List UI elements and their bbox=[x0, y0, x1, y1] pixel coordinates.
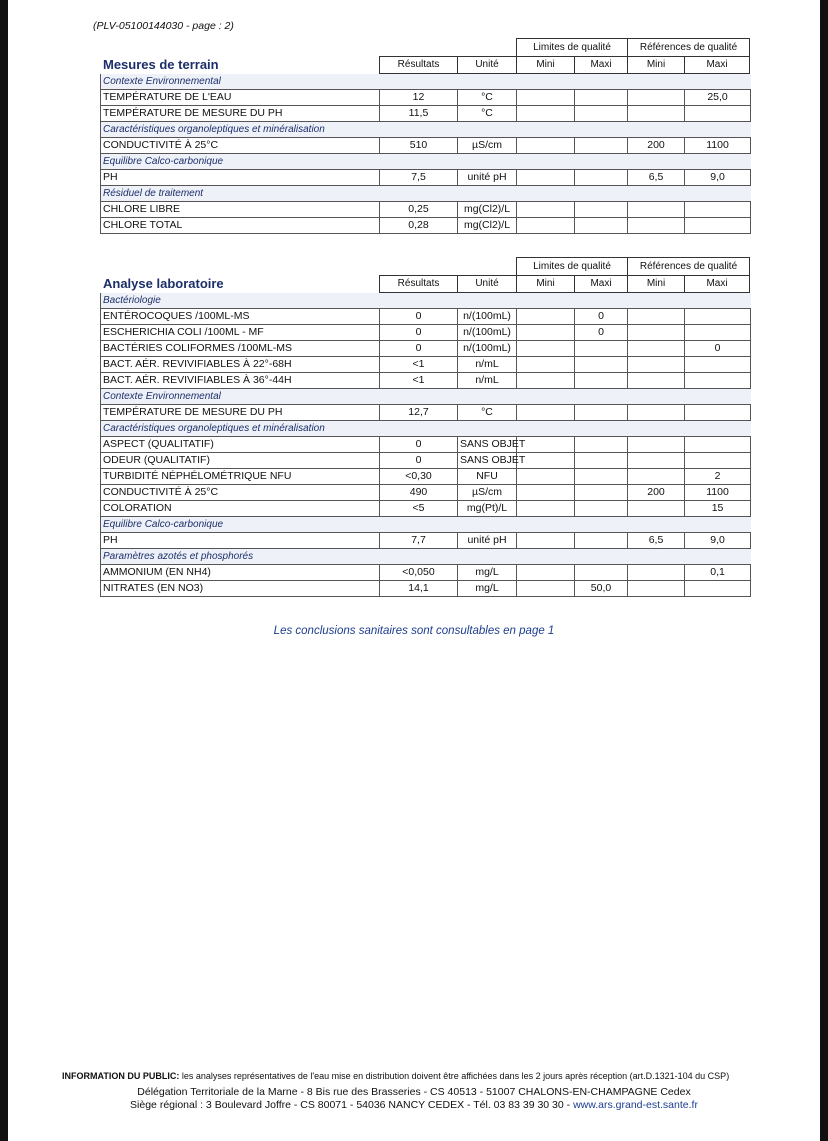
unit-value: unité pH bbox=[458, 170, 517, 186]
unit-value: µS/cm bbox=[458, 485, 517, 501]
result-value: 7,7 bbox=[380, 533, 458, 549]
ref-max-value bbox=[685, 106, 751, 122]
result-value: 510 bbox=[380, 138, 458, 154]
param-name: BACT. AÉR. REVIVIFIABLES À 22°-68H bbox=[101, 357, 380, 373]
unit-value: mg/L bbox=[458, 581, 517, 597]
ref-min-value bbox=[628, 341, 685, 357]
ref-max-value: 2 bbox=[685, 469, 751, 485]
ref-min-value bbox=[628, 501, 685, 517]
limit-min-value bbox=[517, 90, 575, 106]
param-name: CHLORE LIBRE bbox=[101, 202, 380, 218]
result-value: 7,5 bbox=[380, 170, 458, 186]
limit-max-value bbox=[575, 90, 628, 106]
unit-value: µS/cm bbox=[458, 138, 517, 154]
ref-min-header: Mini bbox=[627, 56, 685, 74]
ref-max-value bbox=[685, 405, 751, 421]
refs-group-header: Références de qualité bbox=[627, 257, 750, 276]
ref-min-value bbox=[628, 565, 685, 581]
section-laboratoire bbox=[100, 257, 750, 597]
limit-max-value bbox=[575, 453, 628, 469]
result-value: <0,30 bbox=[380, 469, 458, 485]
ref-min-value bbox=[628, 437, 685, 453]
limit-max-value bbox=[575, 437, 628, 453]
param-name: PH bbox=[101, 170, 380, 186]
param-name: TURBIDITÉ NÉPHÉLOMÉTRIQUE NFU bbox=[101, 469, 380, 485]
limit-min-value bbox=[517, 453, 575, 469]
limit-max-value: 0 bbox=[575, 325, 628, 341]
param-name: ASPECT (QUALITATIF) bbox=[101, 437, 380, 453]
footer-info-label: INFORMATION DU PUBLIC: bbox=[62, 1071, 180, 1081]
result-value: 490 bbox=[380, 485, 458, 501]
param-name: CONDUCTIVITÉ À 25°C bbox=[101, 485, 380, 501]
result-value: <5 bbox=[380, 501, 458, 517]
limit-max-value bbox=[575, 469, 628, 485]
param-name: ESCHERICHIA COLI /100ML - MF bbox=[101, 325, 380, 341]
ref-max-value bbox=[685, 357, 751, 373]
result-value: <1 bbox=[380, 373, 458, 389]
ref-max-value bbox=[685, 437, 751, 453]
ref-min-value bbox=[628, 581, 685, 597]
table-row bbox=[101, 565, 751, 581]
category-row bbox=[101, 517, 751, 533]
limit-max-header: Maxi bbox=[574, 56, 628, 74]
category-row bbox=[101, 549, 751, 565]
category-label: Paramètres azotés et phosphorés bbox=[101, 549, 751, 565]
limit-min-value bbox=[517, 170, 575, 186]
footer-website-link[interactable]: www.ars.grand-est.sante.fr bbox=[573, 1099, 698, 1111]
table-row bbox=[101, 90, 751, 106]
right-border bbox=[820, 0, 828, 1141]
category-label: Résiduel de traitement bbox=[101, 186, 751, 202]
limit-max-value bbox=[575, 565, 628, 581]
ref-min-value bbox=[628, 469, 685, 485]
table-row bbox=[101, 106, 751, 122]
category-row bbox=[101, 186, 751, 202]
category-label: Bactériologie bbox=[101, 293, 751, 309]
param-name: PH bbox=[101, 533, 380, 549]
limit-min-value bbox=[517, 309, 575, 325]
limit-max-value bbox=[575, 485, 628, 501]
param-name: BACT. AÉR. REVIVIFIABLES À 36°-44H bbox=[101, 373, 380, 389]
group-header-row bbox=[100, 38, 750, 56]
ref-max-value bbox=[685, 325, 751, 341]
limit-max-value: 0 bbox=[575, 309, 628, 325]
param-name: CONDUCTIVITÉ À 25°C bbox=[101, 138, 380, 154]
table-row bbox=[101, 218, 751, 234]
ref-min-value bbox=[628, 106, 685, 122]
table-row bbox=[101, 373, 751, 389]
limit-max-value bbox=[575, 170, 628, 186]
result-value: 0 bbox=[380, 325, 458, 341]
limit-min-value bbox=[517, 373, 575, 389]
result-value: 0 bbox=[380, 453, 458, 469]
unit-value: mg(Pt)/L bbox=[458, 501, 517, 517]
limit-min-value bbox=[517, 325, 575, 341]
category-row bbox=[101, 421, 751, 437]
unit-value: NFU bbox=[458, 469, 517, 485]
limit-max-value bbox=[575, 357, 628, 373]
limit-max-value bbox=[575, 202, 628, 218]
table-row bbox=[101, 453, 751, 469]
limit-min-value bbox=[517, 565, 575, 581]
ref-max-value: 9,0 bbox=[685, 533, 751, 549]
ref-min-value: 200 bbox=[628, 138, 685, 154]
unit-header: Unité bbox=[457, 275, 517, 293]
ref-max-value bbox=[685, 309, 751, 325]
unit-value: °C bbox=[458, 90, 517, 106]
table-row bbox=[101, 202, 751, 218]
table-row bbox=[101, 533, 751, 549]
ref-max-value: 1100 bbox=[685, 485, 751, 501]
limit-min-value bbox=[517, 501, 575, 517]
limit-min-value bbox=[517, 469, 575, 485]
category-label: Equilibre Calco-carbonique bbox=[101, 154, 751, 170]
unit-value: n/(100mL) bbox=[458, 325, 517, 341]
unit-value: mg/L bbox=[458, 565, 517, 581]
limit-min-value bbox=[517, 405, 575, 421]
param-name: BACTÉRIES COLIFORMES /100ML-MS bbox=[101, 341, 380, 357]
result-value: 14,1 bbox=[380, 581, 458, 597]
unit-value: n/(100mL) bbox=[458, 341, 517, 357]
unit-value: °C bbox=[458, 405, 517, 421]
ref-min-value bbox=[628, 357, 685, 373]
section-terrain bbox=[100, 38, 750, 234]
ref-max-header: Maxi bbox=[684, 275, 750, 293]
ref-max-value: 1100 bbox=[685, 138, 751, 154]
result-value: <1 bbox=[380, 357, 458, 373]
footer-info-text: les analyses représentatives de l'eau mise en distribution doivent être affichées dans les 2 jours après réception (art.D.1321-104 du CSP) bbox=[179, 1071, 730, 1081]
unit-header: Unité bbox=[457, 56, 517, 74]
ref-min-value bbox=[628, 405, 685, 421]
result-value: 0 bbox=[380, 341, 458, 357]
ref-min-value bbox=[628, 90, 685, 106]
footer-siege-text: Siège régional : 3 Boulevard Joffre - CS 80071 - 54036 NANCY CEDEX - Tél. 03 83 39 30 30 - bbox=[130, 1099, 574, 1111]
ref-min-value bbox=[628, 325, 685, 341]
category-label: Contexte Environnemental bbox=[101, 74, 751, 90]
ref-max-value bbox=[685, 373, 751, 389]
ref-max-value bbox=[685, 581, 751, 597]
limit-min-value bbox=[517, 218, 575, 234]
result-value: 12,7 bbox=[380, 405, 458, 421]
table-row bbox=[101, 138, 751, 154]
result-value: 0,28 bbox=[380, 218, 458, 234]
category-row bbox=[101, 389, 751, 405]
unit-value: mg(Cl2)/L bbox=[458, 218, 517, 234]
table-row bbox=[101, 437, 751, 453]
limit-max-header: Maxi bbox=[574, 275, 628, 293]
result-value: 0 bbox=[380, 309, 458, 325]
ref-max-header: Maxi bbox=[684, 56, 750, 74]
ref-min-header: Mini bbox=[627, 275, 685, 293]
ref-max-value bbox=[685, 218, 751, 234]
ref-min-value: 6,5 bbox=[628, 170, 685, 186]
table-row bbox=[101, 469, 751, 485]
group-header-row bbox=[100, 257, 750, 275]
footer-address: Délégation Territoriale de la Marne - 8 Bis rue des Brasseries - CS 40513 - 51007 CHALONS-EN-CHAMPAGNE Cedex bbox=[137, 1086, 691, 1098]
footer-siege bbox=[0, 1099, 828, 1111]
table-row bbox=[101, 325, 751, 341]
ref-max-value bbox=[685, 453, 751, 469]
unit-value: n/mL bbox=[458, 357, 517, 373]
table-row bbox=[101, 357, 751, 373]
limit-max-value bbox=[575, 501, 628, 517]
table-row bbox=[101, 170, 751, 186]
ref-min-value bbox=[628, 202, 685, 218]
limit-min-value bbox=[517, 437, 575, 453]
limit-max-value bbox=[575, 106, 628, 122]
result-value: 0 bbox=[380, 437, 458, 453]
ref-max-value bbox=[685, 202, 751, 218]
param-name: COLORATION bbox=[101, 501, 380, 517]
limit-min-value bbox=[517, 341, 575, 357]
limit-max-value bbox=[575, 218, 628, 234]
limit-min-header: Mini bbox=[516, 56, 575, 74]
category-row bbox=[101, 122, 751, 138]
ref-min-value: 6,5 bbox=[628, 533, 685, 549]
limit-max-value bbox=[575, 341, 628, 357]
category-row bbox=[101, 293, 751, 309]
ref-min-value bbox=[628, 309, 685, 325]
table-row bbox=[101, 405, 751, 421]
ref-max-value: 0 bbox=[685, 341, 751, 357]
refs-group-header: Références de qualité bbox=[627, 38, 750, 57]
limit-max-value bbox=[575, 138, 628, 154]
param-name: NITRATES (EN NO3) bbox=[101, 581, 380, 597]
param-name: AMMONIUM (EN NH4) bbox=[101, 565, 380, 581]
conclusion-note: Les conclusions sanitaires sont consultables en page 1 bbox=[273, 625, 555, 637]
table-row bbox=[101, 309, 751, 325]
unit-value: unité pH bbox=[458, 533, 517, 549]
limit-min-value bbox=[517, 485, 575, 501]
category-label: Contexte Environnemental bbox=[101, 389, 751, 405]
laboratoire-table bbox=[100, 293, 751, 597]
ref-max-value: 25,0 bbox=[685, 90, 751, 106]
category-label: Equilibre Calco-carbonique bbox=[101, 517, 751, 533]
terrain-table bbox=[100, 74, 751, 234]
param-name: TEMPÉRATURE DE MESURE DU PH bbox=[101, 106, 380, 122]
limit-min-value bbox=[517, 202, 575, 218]
unit-value: n/(100mL) bbox=[458, 309, 517, 325]
unit-value: SANS OBJET bbox=[458, 453, 517, 469]
ref-max-value: 15 bbox=[685, 501, 751, 517]
limit-min-header: Mini bbox=[516, 275, 575, 293]
limit-min-value bbox=[517, 533, 575, 549]
category-row bbox=[101, 154, 751, 170]
limit-max-value bbox=[575, 405, 628, 421]
limit-max-value bbox=[575, 373, 628, 389]
table-row bbox=[101, 581, 751, 597]
ref-max-value: 0,1 bbox=[685, 565, 751, 581]
ref-min-value bbox=[628, 373, 685, 389]
limits-group-header: Limites de qualité bbox=[516, 38, 628, 57]
param-name: ODEUR (QUALITATIF) bbox=[101, 453, 380, 469]
limit-max-value bbox=[575, 533, 628, 549]
left-border bbox=[0, 0, 8, 1141]
column-header-row bbox=[100, 56, 750, 74]
column-header-row bbox=[100, 275, 750, 293]
section-title: Analyse laboratoire bbox=[103, 276, 224, 291]
unit-value: °C bbox=[458, 106, 517, 122]
ref-min-value bbox=[628, 453, 685, 469]
limit-min-value bbox=[517, 581, 575, 597]
table-row bbox=[101, 341, 751, 357]
results-header: Résultats bbox=[379, 56, 458, 74]
result-value: 11,5 bbox=[380, 106, 458, 122]
limit-max-value: 50,0 bbox=[575, 581, 628, 597]
section-title: Mesures de terrain bbox=[103, 57, 219, 72]
category-label: Caractéristiques organoleptiques et minéralisation bbox=[101, 122, 751, 138]
footer-info bbox=[62, 1071, 729, 1081]
limits-group-header: Limites de qualité bbox=[516, 257, 628, 276]
category-row bbox=[101, 74, 751, 90]
document-reference: (PLV-05100144030 - page : 2) bbox=[93, 20, 234, 32]
unit-value: SANS OBJET bbox=[458, 437, 517, 453]
limit-min-value bbox=[517, 138, 575, 154]
result-value: 0,25 bbox=[380, 202, 458, 218]
param-name: ENTÉROCOQUES /100ML-MS bbox=[101, 309, 380, 325]
ref-min-value bbox=[628, 218, 685, 234]
results-header: Résultats bbox=[379, 275, 458, 293]
ref-min-value: 200 bbox=[628, 485, 685, 501]
param-name: TEMPÉRATURE DE L'EAU bbox=[101, 90, 380, 106]
limit-min-value bbox=[517, 357, 575, 373]
result-value: <0,050 bbox=[380, 565, 458, 581]
table-row bbox=[101, 501, 751, 517]
unit-value: n/mL bbox=[458, 373, 517, 389]
result-value: 12 bbox=[380, 90, 458, 106]
param-name: TEMPÉRATURE DE MESURE DU PH bbox=[101, 405, 380, 421]
limit-min-value bbox=[517, 106, 575, 122]
table-row bbox=[101, 485, 751, 501]
category-label: Caractéristiques organoleptiques et minéralisation bbox=[101, 421, 751, 437]
unit-value: mg(Cl2)/L bbox=[458, 202, 517, 218]
ref-max-value: 9,0 bbox=[685, 170, 751, 186]
param-name: CHLORE TOTAL bbox=[101, 218, 380, 234]
